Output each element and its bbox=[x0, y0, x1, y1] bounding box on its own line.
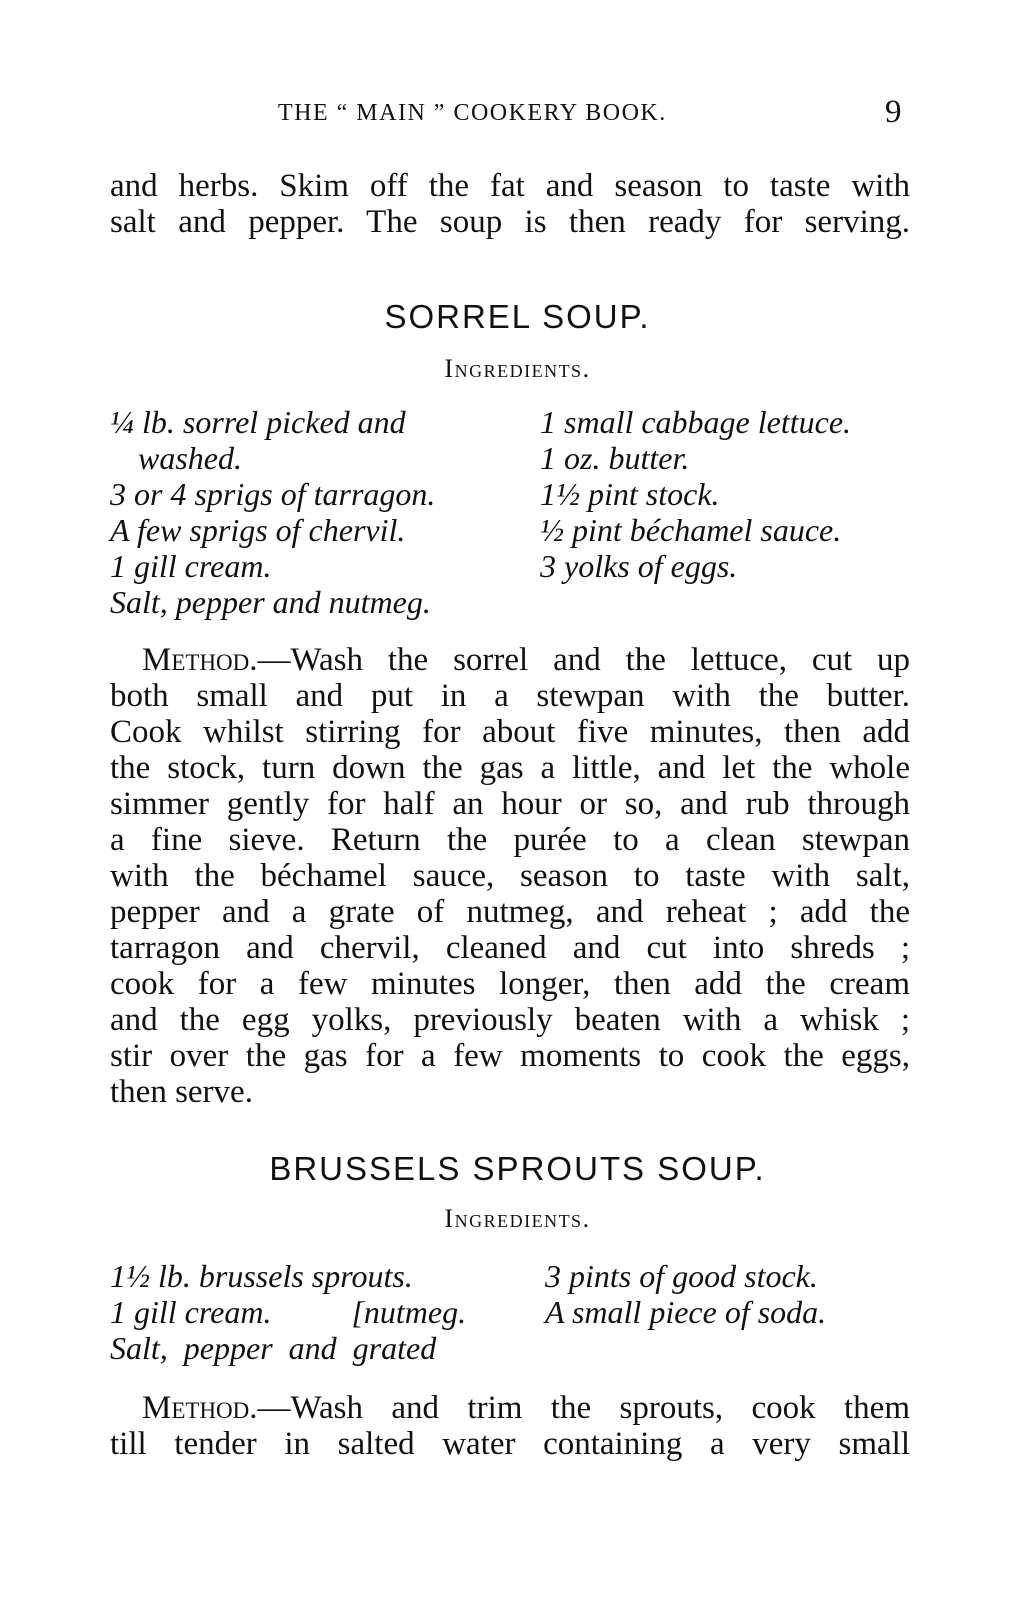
text-line: both small and put in a stewpan with the butter. bbox=[110, 678, 910, 714]
text-line: a fine sieve. Return the purée to a clean stewpan bbox=[110, 822, 910, 858]
method-text: —Wash the sorrel and the lettuce, cut up bbox=[257, 642, 910, 678]
text-line: and herbs. Skim off the fat and season to taste with bbox=[110, 168, 910, 204]
recipe-title-sorrel-soup: SORREL SOUP. bbox=[384, 298, 651, 335]
ingredient-item: 3 yolks of eggs. bbox=[540, 548, 738, 584]
ingredients-list-left bbox=[110, 1258, 530, 1366]
text-line: the stock, turn down the gas a little, and let the whole bbox=[110, 750, 910, 786]
text-line: with the béchamel sauce, season to taste with salt, bbox=[110, 858, 910, 894]
page-number: 9 bbox=[885, 94, 902, 130]
text-line bbox=[110, 1390, 910, 1426]
ingredients-heading: Ingredients. bbox=[444, 354, 591, 383]
ingredient-item: Salt, pepper and grated bbox=[110, 1330, 437, 1366]
method-paragraph bbox=[110, 1390, 910, 1462]
ingredient-item: 1½ lb. brussels sprouts. bbox=[110, 1258, 413, 1294]
book-title-header: THE “ MAIN ” COOKERY BOOK. bbox=[278, 100, 667, 126]
method-text: —Wash and trim the sprouts, cook them bbox=[257, 1390, 910, 1426]
ingredient-item: 3 or 4 sprigs of tarragon. bbox=[110, 476, 436, 512]
method-paragraph bbox=[110, 642, 910, 1110]
text-line: simmer gently for half an hour or so, and rub through bbox=[110, 786, 910, 822]
ingredient-item: A small piece of soda. bbox=[545, 1294, 827, 1330]
method-label: Method. bbox=[142, 1390, 258, 1426]
ingredient-item: A few sprigs of chervil. bbox=[110, 512, 406, 548]
text-line: cook for a few minutes longer, then add the cream bbox=[110, 966, 910, 1002]
continued-paragraph bbox=[110, 168, 910, 240]
ingredient-item: 1 gill cream. [nutmeg. bbox=[110, 1294, 467, 1330]
text-line: stir over the gas for a few moments to cook the eggs, bbox=[110, 1038, 910, 1074]
ingredient-item: 1 small cabbage lettuce. bbox=[540, 404, 852, 440]
text-line: tarragon and chervil, cleaned and cut into shreds ; bbox=[110, 930, 910, 966]
ingredient-item: Salt, pepper and nutmeg. bbox=[110, 584, 431, 620]
text-line: Cook whilst stirring for about five minutes, then add bbox=[110, 714, 910, 750]
method-label: Method. bbox=[142, 642, 258, 678]
ingredient-item: ¼ lb. sorrel picked and washed. bbox=[110, 404, 406, 476]
ingredient-item: 3 pints of good stock. bbox=[545, 1258, 818, 1294]
ingredients-list-right bbox=[545, 1258, 910, 1330]
text-line: and the egg yolks, previously beaten with a whisk ; bbox=[110, 1002, 910, 1038]
text-line bbox=[110, 642, 910, 678]
text-line: then serve. bbox=[110, 1074, 253, 1110]
text-line: till tender in salted water containing a very small bbox=[110, 1426, 910, 1462]
ingredients-heading: Ingredients. bbox=[444, 1204, 591, 1233]
ingredient-item: ½ pint béchamel sauce. bbox=[540, 512, 842, 548]
ingredient-item: 1 gill cream. bbox=[110, 548, 272, 584]
text-line: salt and pepper. The soup is then ready for serving. bbox=[110, 204, 910, 240]
text-line: pepper and a grate of nutmeg, and reheat ; add the bbox=[110, 894, 910, 930]
ingredients-list-left bbox=[110, 404, 510, 620]
ingredient-item: 1½ pint stock. bbox=[540, 476, 720, 512]
recipe-title-brussels-sprouts-soup: BRUSSELS SPROUTS SOUP. bbox=[269, 1150, 766, 1187]
running-head bbox=[0, 94, 1035, 136]
ingredients-list-right bbox=[540, 404, 910, 584]
ingredient-item: 1 oz. butter. bbox=[540, 440, 690, 476]
